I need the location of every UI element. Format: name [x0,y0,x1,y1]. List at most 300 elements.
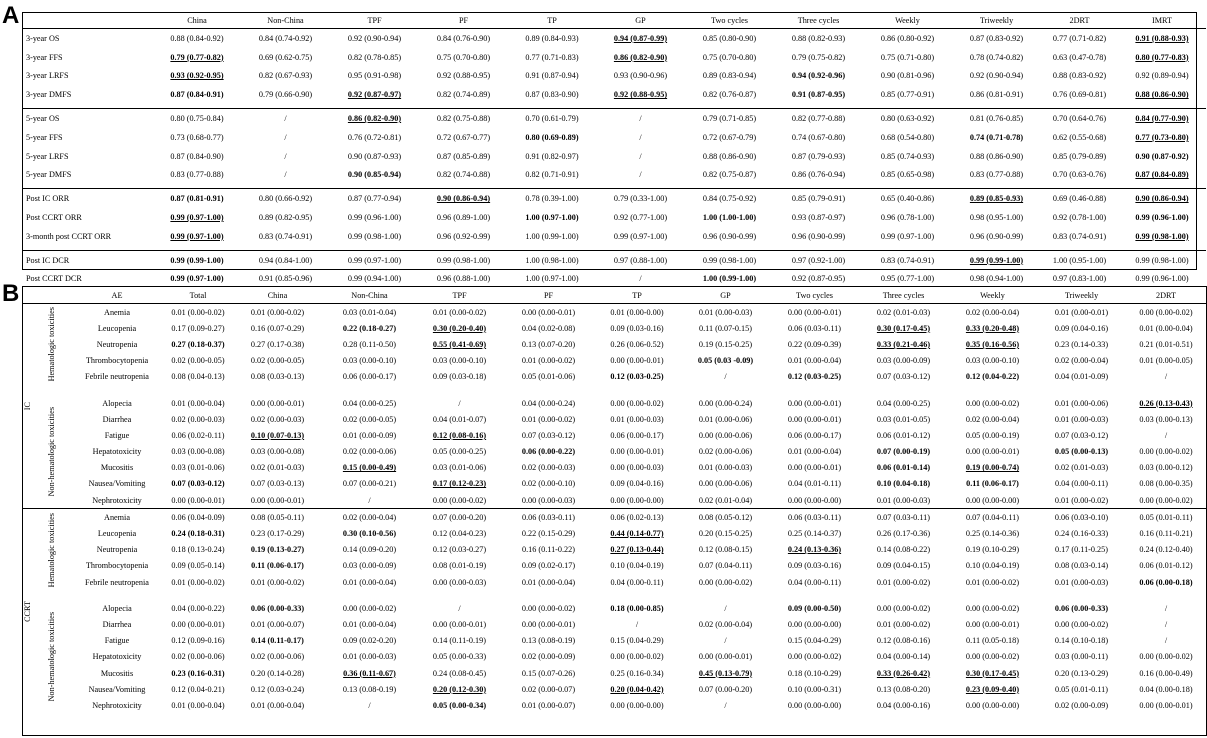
table-cell [859,336,948,352]
table-cell [770,616,859,632]
cell-value: 0.01 (0.00-0.02) [1054,495,1109,505]
cell-value: 0.13 (0.08-0.20) [876,684,931,694]
table-cell [770,492,859,509]
table-cell [596,250,685,269]
ae-label: Thrombocytopenia [85,561,149,571]
cell-value: 0.15 (0.04-0.29) [787,636,842,646]
cell-value: 0.15 (0.07-0.26) [521,668,576,678]
table-cell [859,304,948,321]
group-spacer [23,385,1206,395]
cell-value: 0.01 (0.00-0.03) [610,414,664,424]
cell-value: 0.79 (0.71-0.85) [702,114,757,124]
ae-label: Diarrhea [102,414,132,424]
table-cell [1126,681,1206,697]
column-header: China [153,13,241,29]
cell-value: 0.04 (0.00-0.25) [342,398,397,408]
table-cell [324,616,415,632]
table-cell [770,476,859,492]
table-cell [330,147,419,166]
table-cell [1126,411,1206,427]
cell-value: 0.20 (0.15-0.25) [698,529,753,539]
cell-value: 0.96 (0.90-0.99) [969,231,1024,241]
cell-value: 0.06 (0.03-0.11) [788,323,841,333]
cell-value: 0.85 (0.79-0.89) [1052,151,1107,161]
cell-value: 0.21 (0.01-0.51) [1139,339,1193,349]
cell-value: 0.90 (0.85-0.94) [347,170,402,180]
row-label: 3-year LRFS [26,71,69,81]
cell-value: 0.01 (0.00-0.07) [250,619,305,629]
cell-value: 0.88 (0.86-0.90) [702,151,757,161]
cell-value: 0.30 (0.17-0.45) [876,323,931,333]
cell-value: 0.01 (0.00-0.04) [342,577,397,587]
cell-value: 0.80 (0.69-0.89) [525,132,579,142]
table-cell [1037,369,1126,385]
table-cell [948,460,1037,476]
column-header: Non-China [241,13,330,29]
cell-value: 0.05 (0.00-0.34) [432,700,487,710]
cell-value: 0.02 (0.00-0.04) [342,512,397,522]
table-cell [952,128,1041,147]
table-cell [859,633,948,649]
cell-value: 0.93 (0.90-0.96) [613,71,668,81]
row-label: 3-year OS [26,33,60,43]
cell-value: 0.00 (0.00-0.02) [787,652,842,662]
table-cell [596,208,685,227]
cell-value: / [639,274,642,284]
cell-value: 0.09 (0.04-0.15) [876,561,931,571]
cell-value: 0.72 (0.67-0.79) [702,132,757,142]
cell-value: 0.10 (0.04-0.18) [876,479,931,489]
cell-value: / [284,132,287,142]
cell-value: 0.05 (0.00-0.33) [432,652,487,662]
table-cell [681,542,770,558]
cell-value: 0.00 (0.00-0.01) [787,307,842,317]
table-cell [859,427,948,443]
column-header: IMRT [1118,13,1206,29]
cell-value: 0.00 (0.00-0.02) [1139,307,1193,317]
table-cell [165,574,231,590]
table-cell [948,542,1037,558]
table-cell [774,227,863,246]
cell-value: 1.00 (0.97-1.00) [525,274,579,284]
cell-value: 0.62 (0.55-0.68) [1052,132,1107,142]
cell-value: 0.11 (0.06-0.17) [251,561,304,571]
table-cell [948,633,1037,649]
table-row [23,166,1206,185]
table-cell [863,189,952,208]
cell-value: / [1164,619,1168,629]
table-cell [153,250,241,269]
table-cell [324,600,415,616]
cell-value: 0.12 (0.08-0.16) [432,430,487,440]
table-cell [1037,476,1126,492]
table-cell [508,189,596,208]
ae-label: Leucopenia [97,529,137,539]
table-cell [165,633,231,649]
row-label: Post CCRT DCR [26,274,82,284]
table-cell [859,525,948,541]
cell-value: 0.00 (0.00-0.06) [698,479,753,489]
table-cell [504,411,593,427]
table-cell [1037,697,1126,713]
table-cell [859,600,948,616]
cell-value: 0.00 (0.00-0.02) [965,652,1020,662]
table-cell [859,369,948,385]
cell-value: 0.04 (0.00-0.11) [1055,479,1108,489]
cell-value: 0.06 (0.01-0.14) [876,463,931,473]
table-cell [1118,29,1206,48]
cell-value: 0.92 (0.87-0.97) [347,90,402,100]
cell-value: 0.92 (0.77-1.00) [613,213,668,223]
table-cell [1037,542,1126,558]
table-cell [415,320,504,336]
cell-value: 0.99 (0.98-1.00) [1135,231,1189,241]
table-cell [774,67,863,86]
cell-value: 0.30 (0.10-0.56) [342,529,397,539]
cell-value: 0.26 (0.06-0.52) [610,339,664,349]
table-cell [770,681,859,697]
cell-value: 0.79 (0.33-1.00) [613,194,668,204]
table-cell [770,444,859,460]
cell-value: 0.07 (0.03-0.11) [877,512,930,522]
table-cell [1037,574,1126,590]
table-cell [508,67,596,86]
cell-value: 0.33 (0.20-0.48) [965,323,1020,333]
table-cell [681,320,770,336]
cell-value: 0.87 (0.84-0.90) [170,151,224,161]
cell-value: 0.94 (0.84-1.00) [258,255,313,265]
cell-value: 0.01 (0.00-0.04) [342,619,397,629]
cell-value: 0.01 (0.00-0.03) [342,652,397,662]
table-cell [419,208,508,227]
cell-value: 0.03 (0.01-0.04) [342,307,397,317]
table-cell [1037,681,1126,697]
table-cell [231,460,324,476]
table-cell [1037,460,1126,476]
cell-value: 0.83 (0.74-0.91) [880,255,935,265]
table-cell [596,29,685,48]
table-cell [593,665,681,681]
table-row [23,574,1206,590]
ae-label: Alopecia [102,398,132,408]
cell-value: 0.00 (0.00-0.00) [610,700,664,710]
table-cell [231,542,324,558]
ae-label: Nephrotoxicity [92,495,142,505]
cell-value: 0.70 (0.63-0.76) [1052,170,1107,180]
cell-value: 0.90 (0.86-0.94) [436,194,491,204]
table-cell [1041,67,1118,86]
cell-value: 0.12 (0.03-0.25) [610,372,664,382]
table-cell [770,665,859,681]
table-cell [948,476,1037,492]
table-cell [165,616,231,632]
table-cell [231,574,324,590]
table-cell [774,109,863,128]
ae-label: Nephrotoxicity [92,700,142,710]
table-cell [859,649,948,665]
table-cell [324,649,415,665]
table-cell [1037,427,1126,443]
cell-value: 0.82 (0.74-0.89) [436,90,491,100]
table-cell [324,558,415,574]
table-cell [863,166,952,185]
table-cell [681,476,770,492]
cell-value: 0.05 (0.01-0.11) [1139,512,1193,522]
cell-value: 0.90 (0.87-0.93) [347,151,402,161]
cell-value: / [635,619,639,629]
table-cell [415,697,504,713]
cell-value: 0.00 (0.00-0.02) [965,603,1020,613]
cell-value: 0.01 (0.00-0.07) [521,700,576,710]
cell-value: 0.06 (0.00-0.17) [342,372,397,382]
table-cell [859,558,948,574]
table-row [23,558,1206,574]
table-cell [770,574,859,590]
cell-value: 0.95 (0.77-1.00) [880,274,935,284]
table-cell [948,665,1037,681]
cell-value: 0.00 (0.00-0.01) [610,356,664,366]
cell-value: 0.00 (0.00-0.24) [698,398,753,408]
cell-value: 0.00 (0.00-0.00) [610,495,664,505]
table-cell [241,128,330,147]
table-cell [770,411,859,427]
table-cell [324,304,415,321]
table-cell [508,109,596,128]
table-row [23,600,1206,616]
table-cell [1126,460,1206,476]
cell-value: / [284,151,287,161]
table-cell [231,369,324,385]
table-cell [593,697,681,713]
table-cell [770,697,859,713]
cell-value: / [724,372,727,382]
table-cell [593,492,681,509]
table-cell [681,681,770,697]
cell-value: 0.04 (0.01-0.11) [788,479,841,489]
cell-value: 0.02 (0.00-0.04) [965,414,1020,424]
cell-value: 0.00 (0.00-0.01) [521,619,576,629]
table-cell [324,411,415,427]
cell-value: 0.01 (0.00-0.09) [342,430,397,440]
table-cell [685,67,774,86]
table-cell [419,109,508,128]
cell-value: 0.02 (0.00-0.03) [171,414,225,424]
table-cell [504,304,593,321]
cell-value: 0.03 (0.00-0.08) [171,447,225,457]
cell-value: 0.02 (0.00-0.05) [171,356,225,366]
table-cell [948,681,1037,697]
cell-value: 0.00 (0.00-0.00) [965,495,1020,505]
table-cell [948,525,1037,541]
cell-value: 0.96 (0.88-1.00) [436,274,491,284]
table-cell [1037,320,1126,336]
cell-value: 0.06 (0.00-0.17) [610,430,664,440]
table-cell [153,147,241,166]
cell-value: 0.01 (0.00-0.02) [521,356,576,366]
table-cell [948,353,1037,369]
cell-value: 0.00 (0.00-0.01) [787,463,842,473]
cell-value: 0.01 (0.00-0.02) [521,414,576,424]
table-cell [415,444,504,460]
cell-value: 0.55 (0.41-0.69) [432,339,487,349]
cell-value: 0.00 (0.00-0.01) [965,619,1020,629]
cell-value: 0.06 (0.00-0.17) [787,430,842,440]
table-cell [241,48,330,67]
table-cell [863,67,952,86]
cell-value: 0.01 (0.00-0.02) [250,577,305,587]
panel-b-table-frame [22,286,1207,736]
row-label: 5-year DMFS [26,170,72,180]
column-header: TP [508,13,596,29]
cell-value: 0.01 (0.00-0.04) [521,577,576,587]
cell-value: 0.01 (0.00-0.03) [1054,577,1109,587]
table-cell [1118,208,1206,227]
table-cell [859,460,948,476]
cell-value: 0.00 (0.00-0.01) [698,652,753,662]
row-label: 3-month post CCRT ORR [26,231,112,241]
cell-value: 0.00 (0.00-0.02) [965,398,1020,408]
table-cell [1118,227,1206,246]
table-cell [596,67,685,86]
cell-value: 0.22 (0.15-0.29) [521,529,576,539]
cell-value: 0.20 (0.14-0.28) [250,668,305,678]
cell-value: 0.08 (0.04-0.13) [171,372,225,382]
cell-value: 0.16 (0.07-0.29) [250,323,305,333]
table-row [23,542,1206,558]
row-label: 3-year DMFS [26,90,72,100]
table-cell [952,29,1041,48]
table-row [23,336,1206,352]
cell-value: 0.99 (0.94-1.00) [347,274,402,284]
table-cell [681,574,770,590]
cell-value: 0.88 (0.84-0.92) [170,33,224,43]
table-cell [508,128,596,147]
cell-value: 0.25 (0.14-0.36) [965,529,1020,539]
cell-value: 0.17 (0.12-0.23) [432,479,487,489]
table-cell [1037,411,1126,427]
table-row [23,476,1206,492]
cell-value: 0.99 (0.97-1.00) [880,231,935,241]
cell-value: 0.09 (0.04-0.16) [610,479,664,489]
cell-value: 0.00 (0.00-0.02) [1054,619,1109,629]
cell-value: 0.87 (0.79-0.93) [791,151,846,161]
panel-a-label: A [2,2,20,29]
cell-value: 0.03 (0.00-0.11) [1055,652,1108,662]
cell-value: 0.92 (0.90-0.94) [969,71,1024,81]
table-cell [1118,48,1206,67]
panel-b-label: B [2,280,20,307]
cell-value: 0.00 (0.00-0.01) [965,447,1020,457]
table-cell [153,85,241,104]
table-cell [165,509,231,526]
table-cell [1118,166,1206,185]
table-cell [948,411,1037,427]
cell-value: 0.16 (0.00-0.49) [1139,668,1193,678]
table-cell [685,250,774,269]
cell-value: 0.07 (0.00-0.20) [698,684,753,694]
ae-label: Anemia [69,509,165,526]
table-cell [593,353,681,369]
table-cell [241,147,330,166]
table-cell [952,109,1041,128]
table-cell [508,208,596,227]
table-cell [774,189,863,208]
cell-value: 0.08 (0.05-0.12) [698,512,753,522]
table-cell [1041,208,1118,227]
cell-value: 0.91 (0.87-0.94) [525,71,579,81]
cell-value: 0.00 (0.00-0.03) [610,463,664,473]
cell-value: 0.00 (0.00-0.02) [521,603,576,613]
table-cell [1037,492,1126,509]
table-cell [685,109,774,128]
column-header: TPF [415,287,504,304]
cell-value: 0.12 (0.03-0.27) [432,545,487,555]
cell-value: 0.93 (0.87-0.97) [791,213,846,223]
table-row [23,320,1206,336]
cell-value: 0.99 (0.97-1.00) [170,274,224,284]
table-cell [681,697,770,713]
table-cell [596,147,685,166]
cell-value: 0.99 (0.96-1.00) [1135,213,1189,223]
cell-value: 0.82 (0.74-0.88) [436,170,491,180]
table-cell [770,353,859,369]
table-cell [241,29,330,48]
table-cell [596,128,685,147]
cell-value: 1.00 (0.97-1.00) [525,213,579,223]
column-header: 2DRT [1126,287,1206,304]
table-cell [1126,336,1206,352]
cell-value: 0.00 (0.00-0.01) [787,414,842,424]
cell-value: 0.27 (0.18-0.37) [171,339,225,349]
table-cell [504,525,593,541]
cell-value: 0.01 (0.00-0.03) [876,495,931,505]
table-row [23,492,1206,509]
cell-value: 0.07 (0.03-0.12) [876,372,931,382]
table-cell [419,29,508,48]
cell-value: 0.11 (0.05-0.18) [966,636,1019,646]
panel-b-table [23,287,1206,714]
cell-value: 0.84 (0.75-0.92) [702,194,757,204]
table-cell [685,48,774,67]
table-row [23,525,1206,541]
table-row [23,649,1206,665]
cell-value: 0.84 (0.77-0.90) [1135,114,1189,124]
cell-value: 0.04 (0.00-0.22) [171,603,225,613]
cell-value: 0.01 (0.00-0.06) [698,414,753,424]
cell-value: 0.81 (0.76-0.85) [969,114,1024,124]
table-row [23,395,1206,411]
table-cell [1041,85,1118,104]
column-header: Total [165,287,231,304]
cell-value: 0.99 (0.98-1.00) [436,255,491,265]
table-cell [1037,633,1126,649]
cell-value: / [639,114,642,124]
table-cell [685,29,774,48]
cell-value: 0.94 (0.87-0.99) [613,33,668,43]
table-cell [774,85,863,104]
cell-value: 0.44 (0.14-0.77) [610,529,664,539]
cell-value: 0.24 (0.08-0.45) [432,668,487,678]
table-cell [596,85,685,104]
cell-value: 0.11 (0.06-0.17) [966,479,1019,489]
cell-value: 0.82 (0.75-0.87) [702,170,757,180]
cell-value: 0.05 (0.01-0.06) [521,372,576,382]
cell-value: 0.77 (0.71-0.83) [525,52,579,62]
cell-value: 0.10 (0.04-0.19) [965,561,1020,571]
table-cell [1126,353,1206,369]
cell-value: 0.79 (0.66-0.90) [258,90,313,100]
table-cell [324,427,415,443]
